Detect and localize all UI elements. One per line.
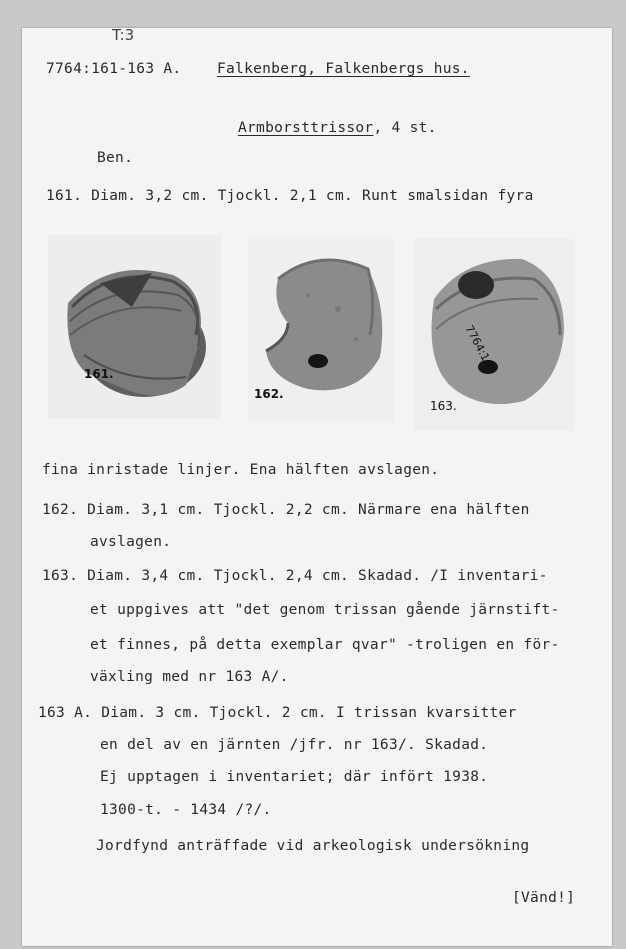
pulley-161-image	[48, 235, 221, 419]
line-163-cont-2: et finnes, på detta exemplar qvar" -troligen en för-	[90, 637, 560, 653]
line-163: 163. Diam. 3,4 cm. Tjockl. 2,4 cm. Skadad. /I inventari-	[42, 568, 548, 584]
catalog-card	[22, 28, 612, 946]
line-163a-cont-1: en del av en järnten /jfr. nr 163/. Skadad.	[100, 737, 489, 753]
photo-161	[48, 235, 221, 419]
title: Armborsttrissor	[238, 120, 374, 136]
corner-note: T:3	[112, 26, 135, 44]
material: Ben.	[97, 150, 134, 166]
line-163-cont-3: växling med nr 163 A/.	[90, 669, 289, 685]
photo-163	[414, 239, 574, 431]
photo-163-label: 163.	[430, 399, 457, 413]
line-163a-cont-3: 1300-t. - 1434 /?/.	[100, 802, 272, 818]
line-163a-cont-2: Ej upptagen i inventariet; där infört 1938.	[100, 769, 489, 785]
title-count: , 4 st.	[373, 120, 437, 136]
catalog-number: 7764:161-163 A.	[46, 61, 182, 77]
photo-162-label: 162.	[254, 387, 284, 401]
line-163a: 163 A. Diam. 3 cm. Tjockl. 2 cm. I trissan kvarsitter	[38, 705, 517, 721]
line-163-cont-1: et uppgives att "det genom trissan gående järnstift-	[90, 602, 560, 618]
photo-162	[248, 239, 394, 421]
line-162-cont: avslagen.	[90, 534, 172, 550]
location: Falkenberg, Falkenbergs hus.	[217, 61, 470, 77]
line-163a-cont-4: Jordfynd anträffade vid arkeologisk undersökning	[96, 838, 530, 854]
photo-161-label: 161.	[84, 367, 114, 381]
line-162: 162. Diam. 3,1 cm. Tjockl. 2,2 cm. Närmare ena hälften	[42, 502, 530, 518]
line-161: 161. Diam. 3,2 cm. Tjockl. 2,1 cm. Runt smalsidan fyra	[46, 188, 534, 204]
title-row	[238, 120, 437, 136]
line-161-cont: fina inristade linjer. Ena hälften avslagen.	[42, 462, 440, 478]
footer-turn-over: [Vänd!]	[512, 890, 576, 906]
object-inscription: 7764:163	[462, 323, 499, 376]
